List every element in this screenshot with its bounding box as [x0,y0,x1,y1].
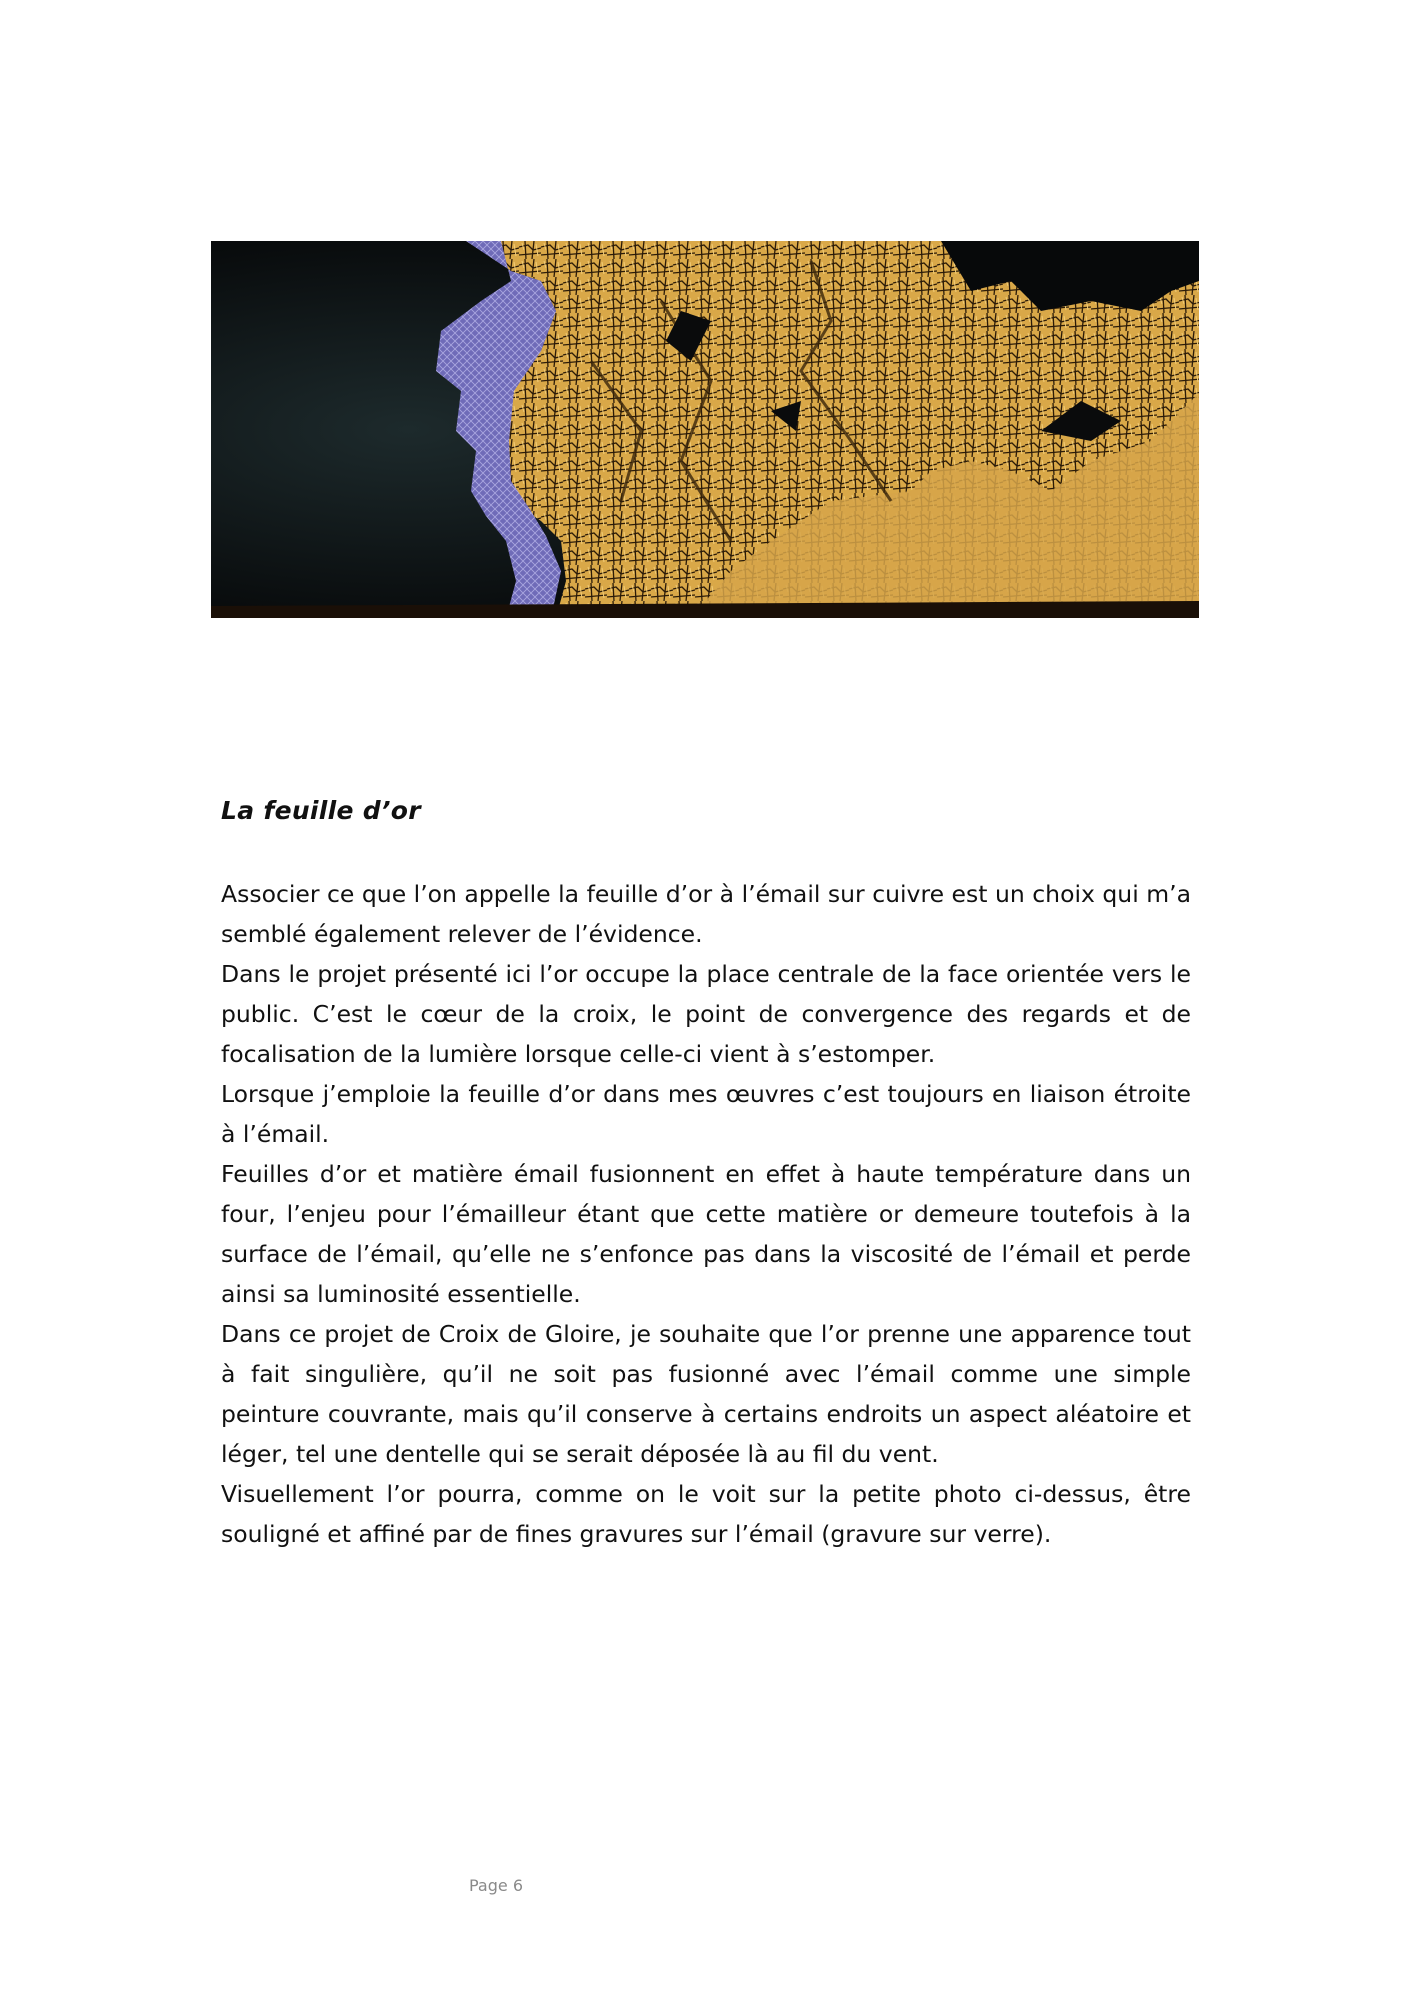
paragraph: Lorsque j’emploie la feuille d’or dans mes œuvres c’est toujours en liaison étroite à l’émail. [221,1080,1191,1148]
page-number: Page 6 [469,1876,523,1895]
paragraph: Dans ce projet de Croix de Gloire, je souhaite que l’or prenne une apparence tout à fait singulière, qu’il ne soit pas fusionné avec l’émail comme une simple peinture couvrante, mais qu’il conserve à certains endroits un aspect aléatoire et léger, tel une dentelle qui se serait déposée là au fil du vent. [221,1320,1191,1468]
paragraph: Visuellement l’or pourra, comme on le voit sur la petite photo ci-dessus, être souligné et affiné par de fines gravures sur l’émail (gravure sur verre). [221,1480,1191,1548]
gold-leaf-photo [211,241,1199,618]
paragraph: Feuilles d’or et matière émail fusionnent en effet à haute température dans un four, l’enjeu pour l’émailleur étant que cette matière or demeure toutefois à la surface de l’émail, qu’elle ne s’enfonce pas dans la viscosité de l’émail et perde ainsi sa luminosité essentielle. [221,1160,1191,1308]
gold-leaf-enamel-photo-icon [211,241,1199,618]
body-text [221,874,1191,1554]
paragraph: Associer ce que l’on appelle la feuille d’or à l’émail sur cuivre est un choix qui m’a semblé également relever de l’évidence. [221,880,1191,948]
paragraph: Dans le projet présenté ici l’or occupe la place centrale de la face orientée vers le public. C’est le cœur de la croix, le point de convergence des regards et de focalisation de la lumière lorsque celle-ci vient à s’estomper. [221,960,1191,1068]
section-heading: La feuille d’or [221,796,421,825]
